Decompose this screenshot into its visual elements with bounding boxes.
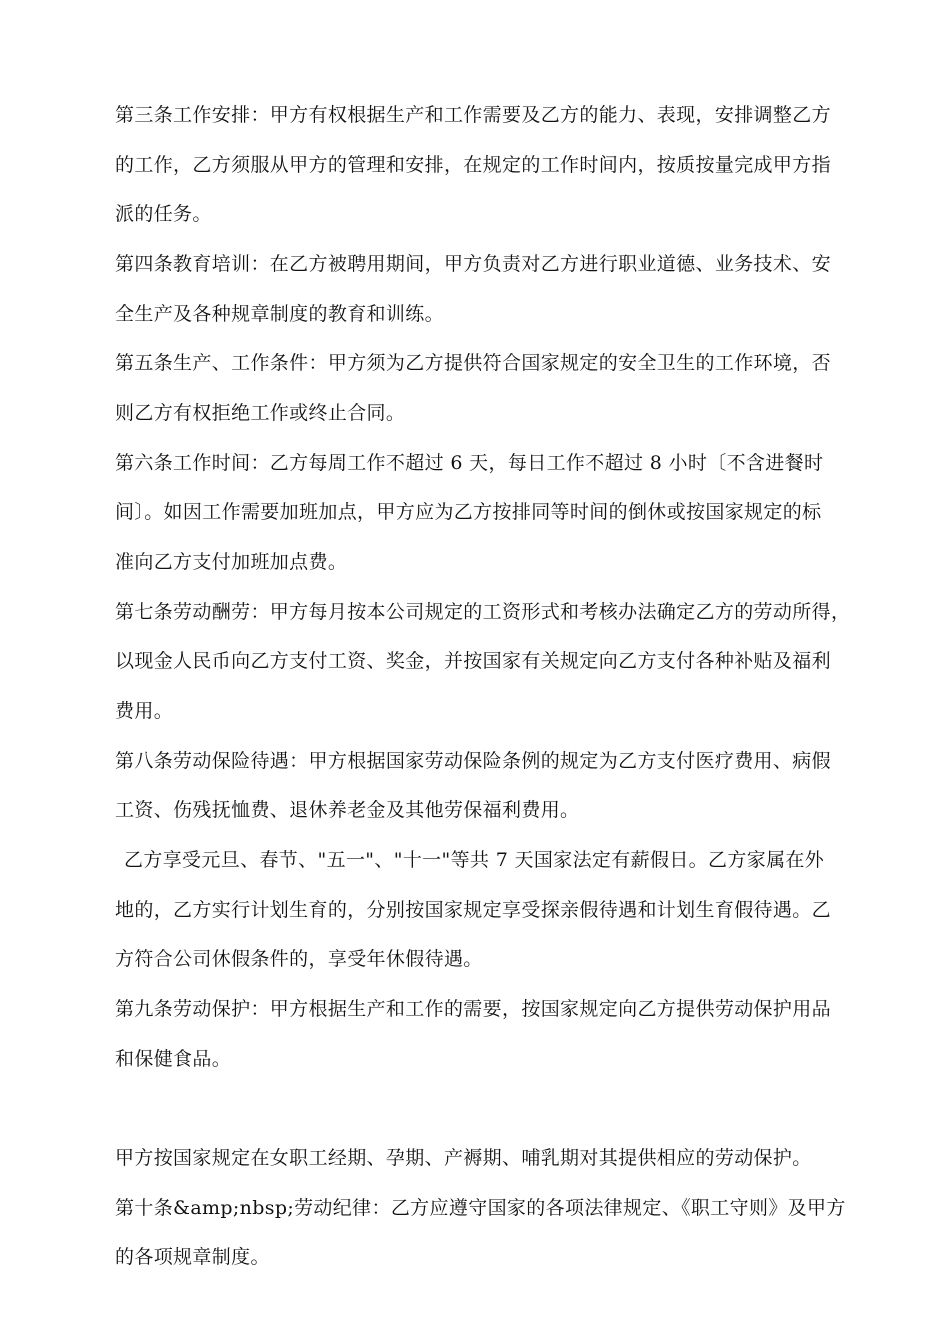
paragraph-line: 准向乙方支付加班加点费。 <box>115 551 348 573</box>
paragraph-line: 间〕。如因工作需要加班加点，甲方应为乙方按排同等时间的倒休或按国家规定的标 <box>115 501 822 523</box>
paragraph-line: 甲方按国家规定在女职工经期、孕期、产褥期、哺乳期对其提供相应的劳动保护。 <box>115 1147 812 1169</box>
paragraph-line: 费用。 <box>115 700 174 722</box>
paragraph-line: 第九条劳动保护：甲方根据生产和工作的需要，按国家规定向乙方提供劳动保护用品 <box>115 998 831 1020</box>
paragraph-line: 第四条教育培训：在乙方被聘用期间，甲方负责对乙方进行职业道德、业务技术、安 <box>115 253 831 275</box>
paragraph-line: 和保健食品。 <box>115 1048 232 1070</box>
paragraph-line: 派的任务。 <box>115 203 212 225</box>
paragraph-line: 乙方享受元旦、春节、"五一"、"十一"等共 7 天国家法定有薪假日。乙方家属在外 <box>124 849 825 871</box>
paragraph-line: 第六条工作时间：乙方每周工作不超过 6 天，每日工作不超过 8 小时〔不含进餐时 <box>115 452 824 474</box>
paragraph-line: 的各项规章制度。 <box>115 1246 270 1268</box>
paragraph-line: 第五条生产、工作条件：甲方须为乙方提供符合国家规定的安全卫生的工作环境，否 <box>115 352 831 374</box>
paragraph-line: 全生产及各种规章制度的教育和训练。 <box>115 303 444 325</box>
paragraph-line: 工资、伤残抚恤费、退休养老金及其他劳保福利费用。 <box>115 799 580 821</box>
paragraph-line: 以现金人民币向乙方支付工资、奖金，并按国家有关规定向乙方支付各种补贴及福利 <box>115 650 831 672</box>
paragraph-line: 第十条&amp;nbsp;劳动纪律：乙方应遵守国家的各项法律规定、《职工守则》及甲方 <box>115 1197 846 1219</box>
paragraph-line: 方符合公司休假条件的，享受年休假待遇。 <box>115 948 483 970</box>
paragraph-line: 第七条劳动酬劳：甲方每月按本公司规定的工资形式和考核办法确定乙方的劳动所得， <box>115 601 851 623</box>
paragraph-line: 则乙方有权拒绝工作或终止合同。 <box>115 402 406 424</box>
paragraph-line: 的工作，乙方须服从甲方的管理和安排，在规定的工作时间内，按质按量完成甲方指 <box>115 154 831 176</box>
paragraph-line: 第八条劳动保险待遇：甲方根据国家劳动保险条例的规定为乙方支付医疗费用、病假 <box>115 750 831 772</box>
paragraph-line: 地的，乙方实行计划生育的，分别按国家规定享受探亲假待遇和计划生育假待遇。乙 <box>115 899 831 921</box>
paragraph-line: 第三条工作安排：甲方有权根据生产和工作需要及乙方的能力、表现，安排调整乙方 <box>115 104 831 126</box>
